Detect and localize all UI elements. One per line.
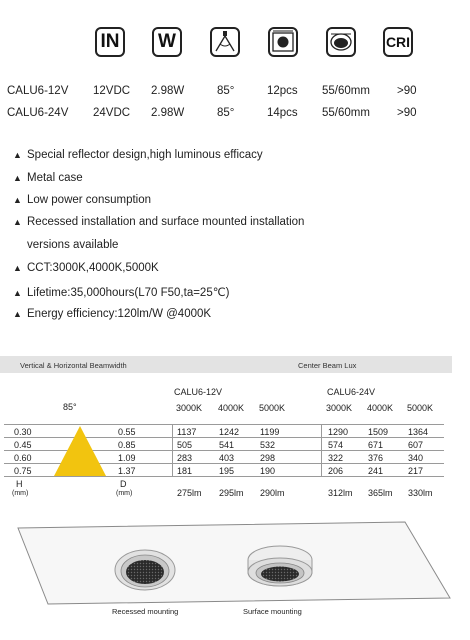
feature-item (13, 308, 211, 320)
lux-cell: 671 (368, 440, 384, 450)
watt-icon (152, 27, 182, 57)
lux-cell: 1137 (177, 427, 197, 437)
cri-icon (383, 27, 413, 57)
lumen-cell: 290lm (260, 488, 285, 498)
lux-cell: 607 (408, 440, 424, 450)
lux-cell: 217 (408, 466, 424, 476)
spec-leds: 14pcs (267, 107, 298, 119)
spec-watt: 2.98W (151, 85, 185, 97)
feature-item (13, 149, 263, 161)
caption-surface: Surface mounting (243, 607, 302, 616)
bullet-triangle-icon: ▲ (13, 173, 22, 183)
cutout-glyph (270, 29, 296, 55)
feature-item (13, 216, 304, 228)
table-divider (321, 424, 322, 476)
spec-watt: 2.98W (151, 107, 185, 119)
lumen-cell: 295lm (219, 488, 244, 498)
group-label-24v: CALU6-24V (327, 387, 376, 397)
lux-cell: 322 (328, 453, 344, 463)
lux-cell: 283 (177, 453, 193, 463)
bullet-triangle-icon: ▲ (13, 263, 22, 273)
cutout-icon (268, 27, 298, 57)
feature-text: Lifetime:35,000hours(L70 F50,ta=25℃) (27, 287, 230, 299)
diameter-value: 1.37 (118, 466, 136, 476)
bullet-triangle-icon: ▲ (13, 195, 22, 205)
feature-item-continued (27, 239, 118, 251)
lux-cell: 1199 (260, 427, 280, 437)
band-label-lux: Center Beam Lux (298, 361, 357, 370)
feature-text: Recessed installation and surface mounted installation (27, 216, 305, 228)
lux-cell: 195 (219, 466, 235, 476)
diameter-label: D (120, 479, 127, 489)
cct-header: 5000K (259, 403, 286, 413)
spec-input: 24VDC (93, 107, 131, 119)
lux-cell: 190 (260, 466, 276, 476)
lux-cell: 505 (177, 440, 193, 450)
height-unit: (mm) (12, 490, 29, 497)
cct-header: 3000K (326, 403, 353, 413)
lux-cell: 206 (328, 466, 344, 476)
spec-cri: >90 (397, 107, 417, 119)
feature-item (13, 194, 151, 206)
lux-cell: 181 (177, 466, 193, 476)
table-divider (172, 424, 173, 476)
lux-cell: 376 (368, 453, 384, 463)
diameter-unit: (mm) (116, 490, 133, 497)
recessed-fixture (115, 550, 175, 590)
bullet-triangle-icon: ▲ (13, 309, 22, 319)
cct-header: 3000K (176, 403, 203, 413)
lux-cell: 298 (260, 453, 276, 463)
spec-angle: 85° (217, 107, 235, 119)
beam-angle-icon (210, 27, 240, 57)
height-label: H (16, 479, 23, 489)
lux-cell: 403 (219, 453, 235, 463)
spec-cutout: 55/60mm (322, 85, 370, 97)
lumen-cell: 365lm (368, 488, 393, 498)
feature-text: Low power consumption (27, 194, 152, 206)
lux-cell: 541 (219, 440, 235, 450)
lux-cell: 1364 (408, 427, 429, 437)
lux-cell: 1242 (219, 427, 240, 437)
spec-input: 12VDC (93, 85, 131, 97)
height-value: 0.45 (14, 440, 32, 450)
height-value: 0.75 (14, 466, 32, 476)
spec-model: CALU6-24V (7, 107, 69, 119)
ceiling-panel (18, 522, 450, 604)
feature-item (13, 262, 159, 274)
feature-text: versions available (27, 239, 119, 251)
cct-header: 4000K (218, 403, 245, 413)
lumen-cell: 330lm (408, 488, 433, 498)
lux-cell: 574 (328, 440, 344, 450)
diameter-value: 0.55 (118, 427, 136, 437)
height-value: 0.60 (14, 453, 32, 463)
lux-cell: 340 (408, 453, 424, 463)
height-value: 0.30 (14, 427, 32, 437)
beam-angle-label: 85° (63, 402, 77, 412)
group-label-12v: CALU6-12V (174, 387, 223, 397)
lux-cell: 1290 (328, 427, 349, 437)
lumen-cell: 312lm (328, 488, 353, 498)
spec-model: CALU6-12V (7, 85, 69, 97)
lux-cell: 532 (260, 440, 276, 450)
surface-fixture (248, 546, 312, 586)
cct-header: 4000K (367, 403, 394, 413)
beam-cone (54, 426, 106, 476)
diameter-value: 1.09 (118, 453, 136, 463)
band-label-beamwidth: Vertical & Horizontal Beamwidth (20, 361, 127, 370)
lux-cell: 241 (368, 466, 384, 476)
feature-item (13, 172, 83, 184)
lamp-size-glyph (328, 29, 354, 55)
spec-leds: 12pcs (267, 85, 298, 97)
lumen-cell: 275lm (177, 488, 202, 498)
feature-item (13, 285, 229, 299)
mounting-illustration (10, 520, 460, 610)
spec-cutout: 55/60mm (322, 107, 370, 119)
lux-cell: 1509 (368, 427, 389, 437)
cri-icon-text: CRI (385, 34, 411, 50)
beam-cone-diagram (40, 424, 120, 478)
bullet-triangle-icon: ▲ (13, 288, 22, 298)
beam-angle-glyph (212, 29, 238, 55)
caption-recessed: Recessed mounting (112, 607, 179, 616)
lamp-size-icon (326, 27, 356, 57)
feature-text: CCT:3000K,4000K,5000K (27, 262, 159, 274)
feature-text: Energy efficiency:120lm/W @4000K (27, 308, 212, 320)
bullet-triangle-icon: ▲ (13, 150, 22, 160)
feature-text: Special reflector design,high luminous efficacy (27, 149, 263, 161)
diameter-value: 0.85 (118, 440, 136, 450)
in-icon-text: IN (100, 31, 120, 52)
watt-icon-text: W (158, 31, 176, 52)
cct-header: 5000K (407, 403, 434, 413)
in-voltage-icon (95, 27, 125, 57)
bullet-triangle-icon: ▲ (13, 217, 22, 227)
spec-angle: 85° (217, 85, 235, 97)
feature-text: Metal case (27, 172, 83, 184)
spec-cri: >90 (397, 85, 417, 97)
